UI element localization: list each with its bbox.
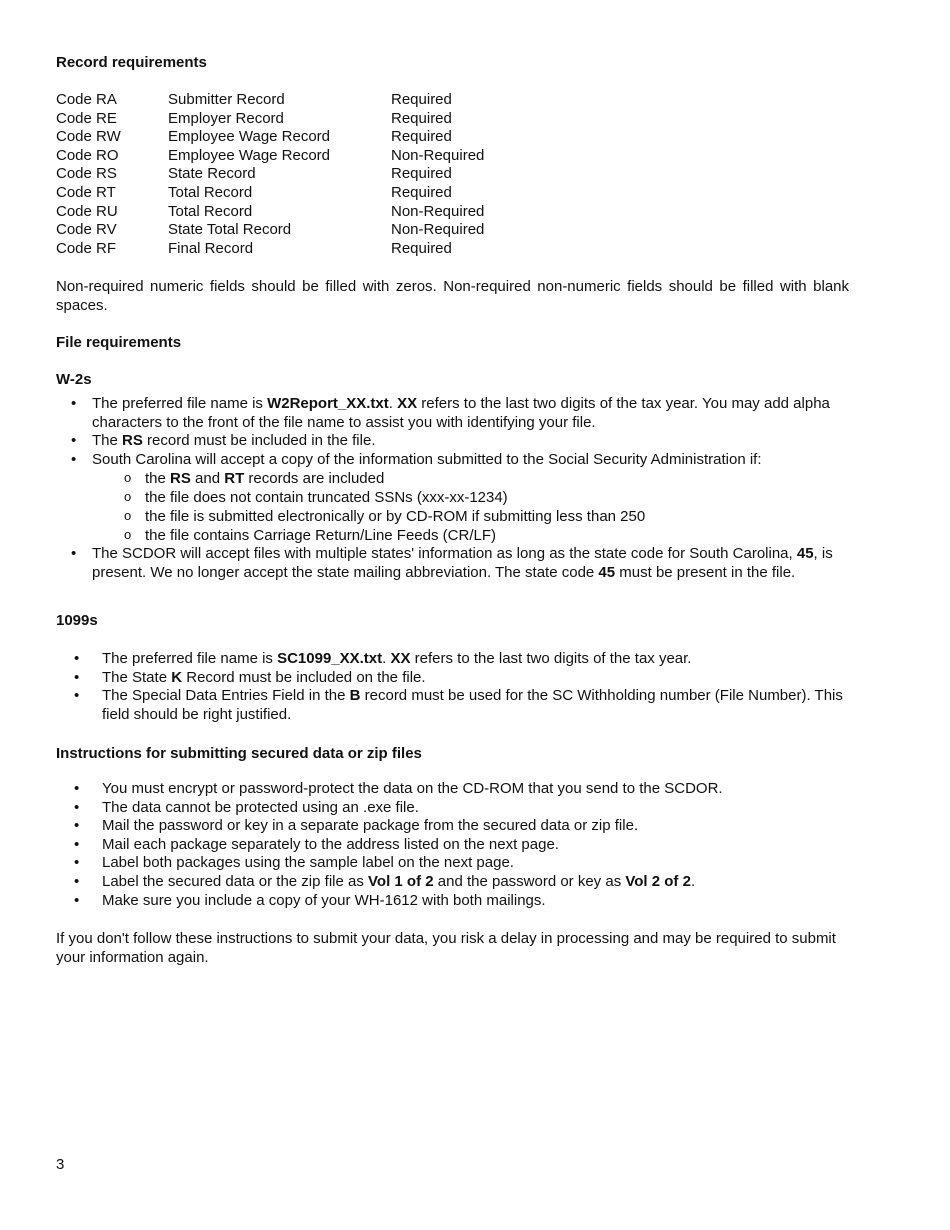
list-item: • The SCDOR will accept files with multiple states' information as long as the state code for South Carolina, 45, is present. We no longer accept the state mailing abbreviation. The state code 45 must be present in the file.	[56, 545, 866, 582]
list-item: • South Carolina will accept a copy of the information submitted to the Social Security Administration if:	[56, 451, 866, 470]
secured-data-heading: Instructions for submitting secured data or zip files	[56, 745, 422, 762]
record-row	[56, 240, 541, 259]
record-row	[56, 147, 541, 166]
record-name: Employee Wage Record	[168, 146, 331, 164]
page-number: 3	[56, 1156, 65, 1173]
record-code: Code RU	[56, 202, 118, 220]
record-name: Submitter Record	[168, 91, 285, 108]
list-item: • You must encrypt or password-protect the data on the CD-ROM that you send to the SCDOR.	[56, 780, 856, 799]
record-name: Final Record	[168, 239, 254, 257]
record-code: Code RO	[56, 146, 119, 164]
record-row	[56, 184, 541, 203]
secured-data-instructions-list	[56, 780, 856, 910]
1099-heading: 1099s	[56, 612, 98, 629]
list-item: • The preferred file name is W2Report_XX.txt. XX refers to the last two digits of the tax year. You may add alpha characters to the front of the file name to assist you with identifying your file.	[56, 395, 866, 432]
record-row	[56, 165, 541, 184]
closing-paragraph: If you don't follow these instructions to submit your data, you risk a delay in processing and may be required to submit your information again.	[56, 930, 836, 966]
record-name: Total Record	[168, 183, 253, 201]
record-name: Total Record	[168, 202, 253, 220]
list-item: • The Special Data Entries Field in the B record must be used for the SC Withholding number (File Number). This field should be right justified.	[56, 687, 856, 724]
record-row	[56, 221, 541, 240]
1099-requirements-list	[56, 650, 856, 724]
record-code: Code RE	[56, 109, 117, 127]
record-name: State Total Record	[168, 221, 292, 239]
list-item: • Make sure you include a copy of your WH-1612 with both mailings.	[56, 892, 856, 911]
record-code: Code RF	[56, 239, 117, 257]
record-status: Required	[391, 128, 452, 146]
record-code: Code RS	[56, 165, 117, 183]
record-code: Code RT	[56, 183, 116, 201]
record-name: State Record	[168, 165, 256, 183]
list-item: • Label both packages using the sample label on the next page.	[56, 854, 856, 873]
record-status: Required	[391, 183, 452, 201]
non-required-fields-note: Non-required numeric fields should be filled with zeros. Non-required non-numeric fields should be filled with blank spaces.	[56, 278, 849, 314]
list-item: • Mail the password or key in a separate package from the secured data or zip file.	[56, 817, 856, 836]
list-item: • The RS record must be included in the file.	[56, 432, 866, 451]
sub-list-item: o the file does not contain truncated SSNs (xxx-xx-1234)	[56, 488, 866, 507]
sub-list-item: o the RS and RT records are included	[56, 469, 866, 488]
record-status: Non-Required	[391, 202, 485, 220]
record-status: Non-Required	[391, 221, 485, 239]
record-name: Employer Record	[168, 109, 284, 127]
list-item: • Mail each package separately to the address listed on the next page.	[56, 836, 856, 855]
sub-list-item: o the file contains Carriage Return/Line Feeds (CR/LF)	[56, 526, 866, 545]
record-status: Non-Required	[391, 146, 485, 164]
record-status: Required	[391, 239, 452, 257]
record-code: Code RV	[56, 221, 117, 239]
file-requirements-heading: File requirements	[56, 334, 182, 351]
w2-requirements-list	[56, 395, 866, 583]
list-item: • The State K Record must be included on the file.	[56, 669, 856, 688]
record-requirements-table	[56, 91, 541, 258]
record-code: Code RW	[56, 128, 121, 146]
record-code: Code RA	[56, 91, 117, 108]
record-name: Employee Wage Record	[168, 128, 331, 146]
record-status: Required	[391, 109, 452, 127]
record-status: Required	[391, 165, 452, 183]
record-status: Required	[391, 91, 452, 108]
record-requirements-heading: Record requirements	[56, 54, 207, 71]
list-item: • Label the secured data or the zip file as Vol 1 of 2 and the password or key as Vol 2 of 2.	[56, 873, 856, 892]
sub-list-item: o the file is submitted electronically or by CD-ROM if submitting less than 250	[56, 507, 866, 526]
record-row	[56, 91, 541, 110]
record-row	[56, 128, 541, 147]
record-row	[56, 110, 541, 129]
list-item: • The preferred file name is SC1099_XX.txt. XX refers to the last two digits of the tax year.	[56, 650, 856, 669]
list-item: • The data cannot be protected using an .exe file.	[56, 799, 856, 818]
record-row	[56, 203, 541, 222]
w2-heading: W-2s	[56, 371, 92, 388]
